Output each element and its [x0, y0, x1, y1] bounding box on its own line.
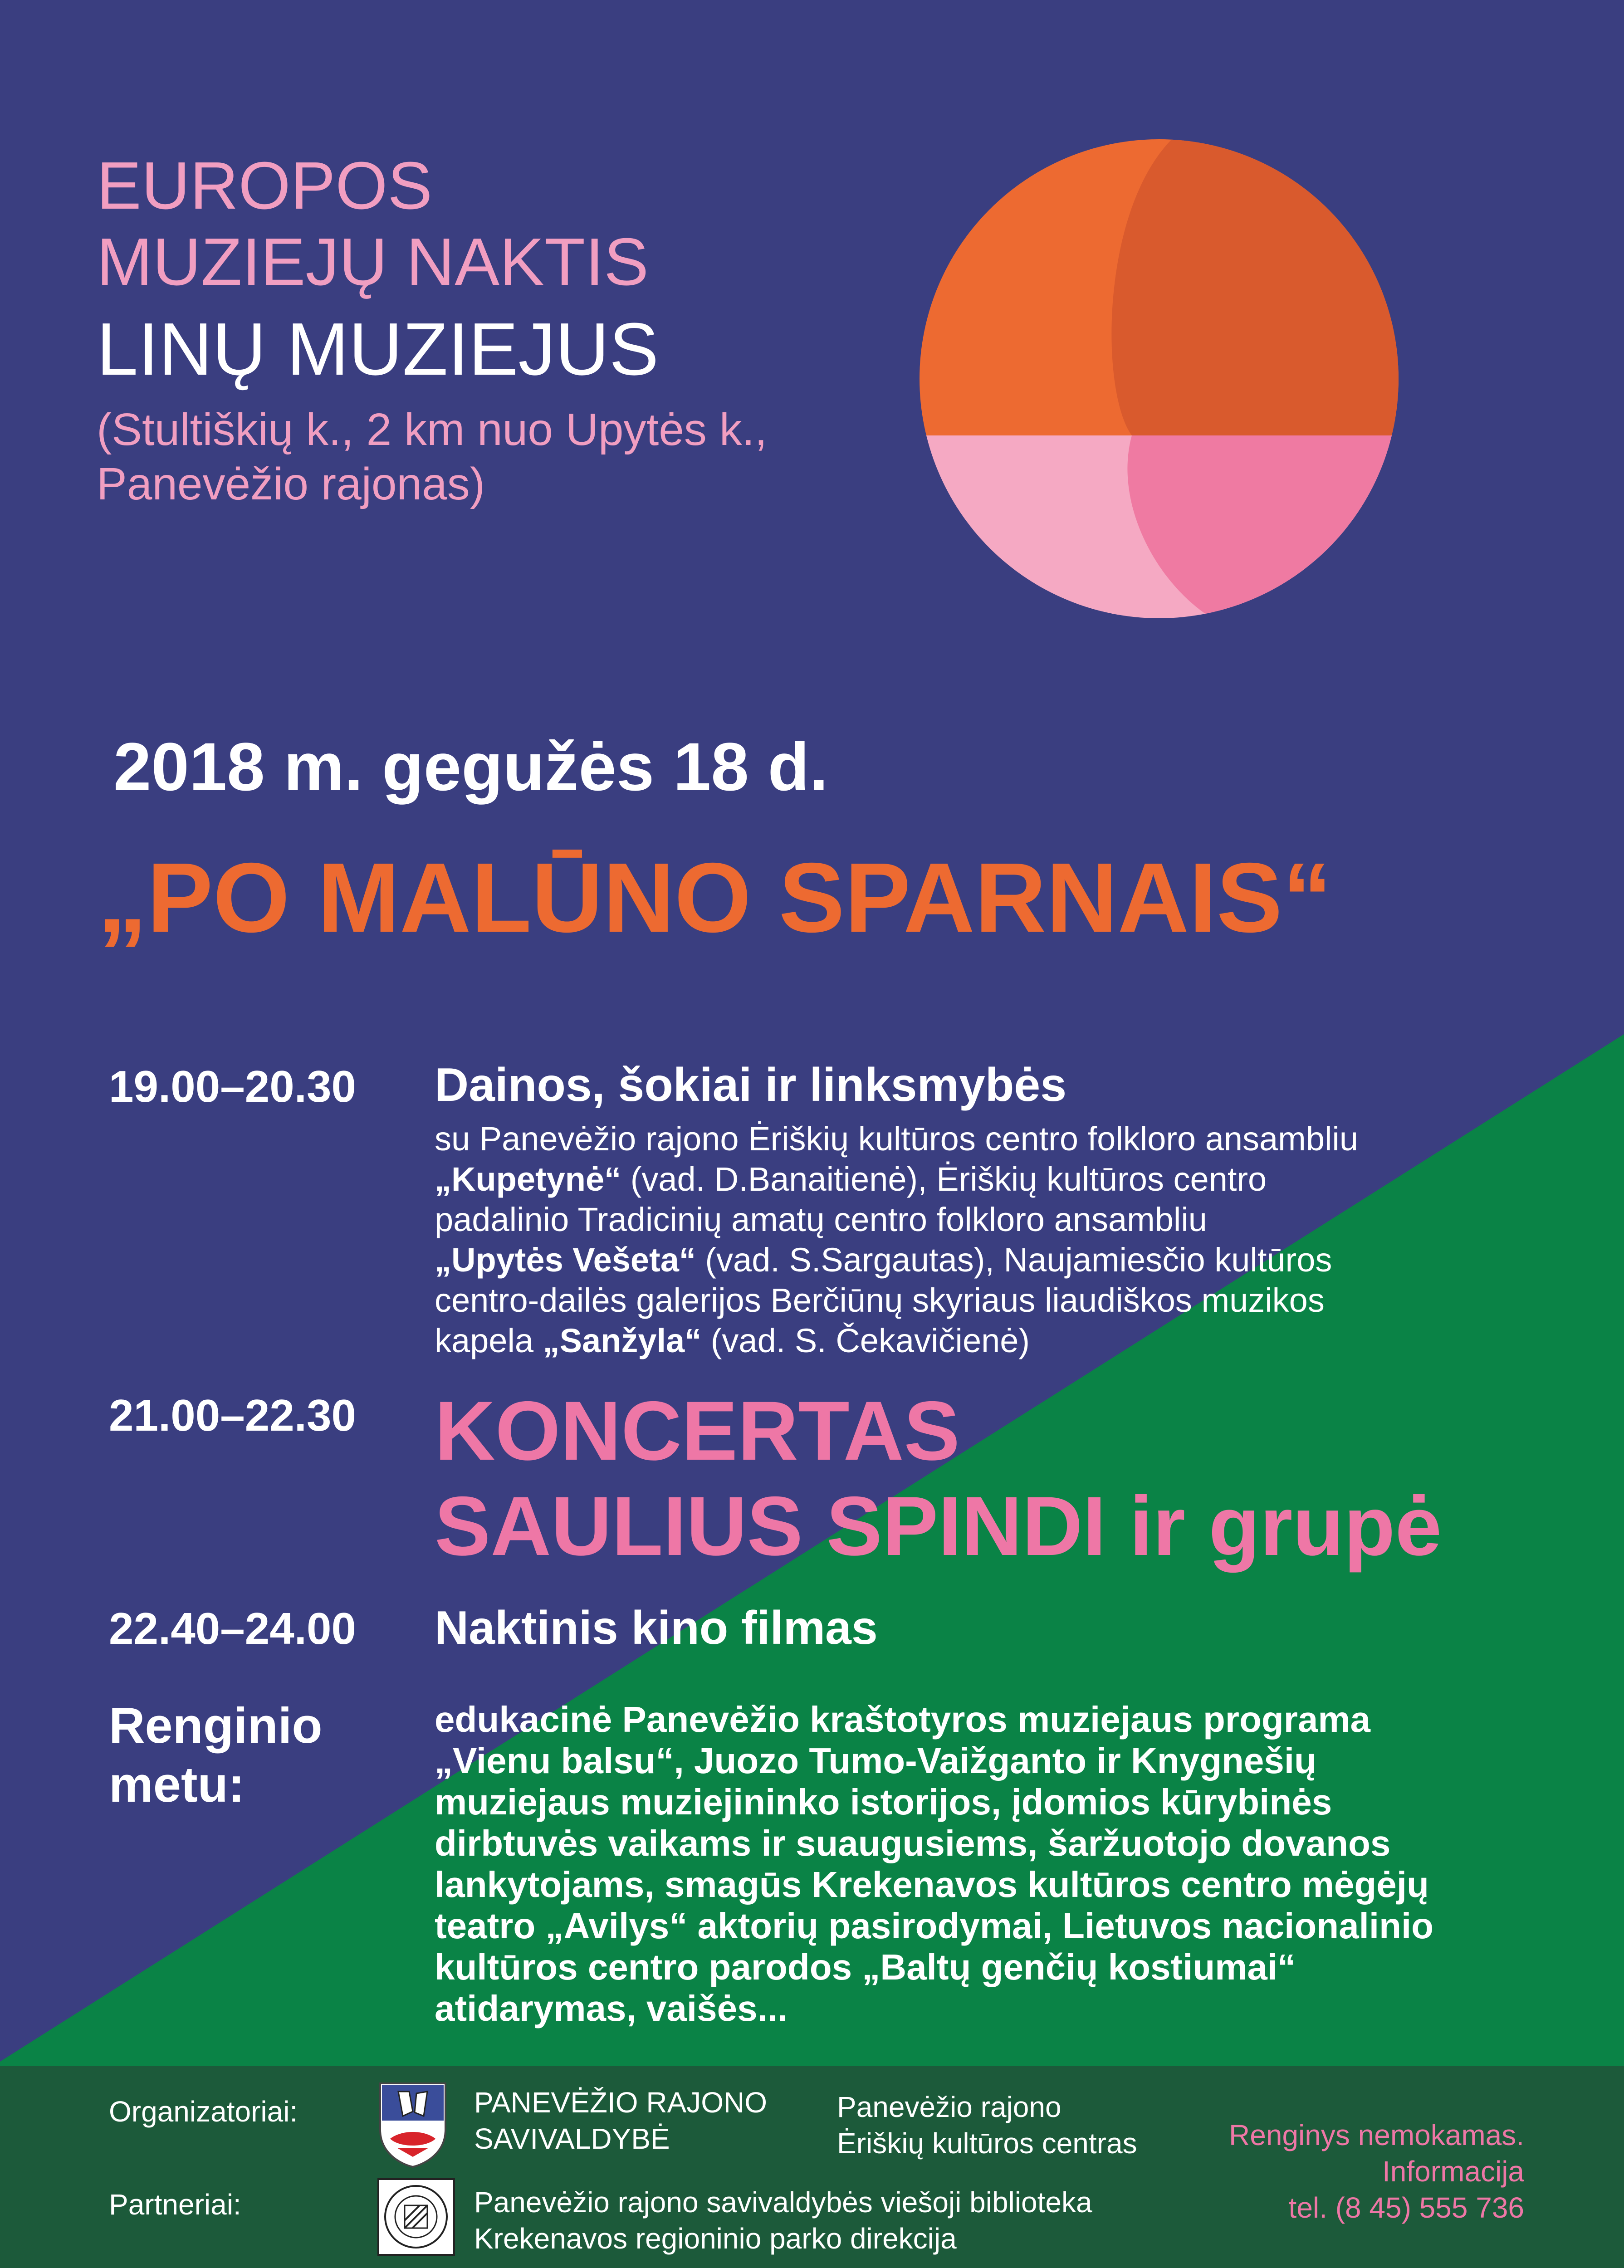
during-event-line: dirbtuvės vaikams ir suaugusiems, šaržuotojo dovanos: [435, 1823, 1391, 1863]
footer: [0, 2066, 1624, 2268]
museum-stamp-logo-icon: [377, 2177, 456, 2257]
during-event-line: lankytojams, smagūs Krekenavos kultūros centro mėgėjų: [435, 1864, 1429, 1905]
coat-of-arms-icon: [377, 2080, 449, 2168]
info-free-entry: Renginys nemokamas.: [1229, 2119, 1524, 2151]
event-date: 2018 m. gegužės 18 d.: [113, 728, 828, 805]
venue-name: LINŲ MUZIEJUS: [97, 308, 659, 391]
info-label: Informacija: [1382, 2155, 1524, 2188]
program-time-3: 22.40–24.00: [109, 1603, 356, 1653]
during-event-line: teatro „Avilys“ aktorių pasirodymai, Lietuvos nacionalinio: [435, 1906, 1434, 1946]
program-title-1: Dainos, šokiai ir linksmybės: [435, 1059, 1067, 1111]
during-event-line: muziejaus muziejininko istorijos, įdomios kūrybinės: [435, 1782, 1332, 1822]
info-phone: tel. (8 45) 555 736: [1288, 2191, 1524, 2224]
organizer1-line1: PANEVĖŽIO RAJONO: [474, 2086, 768, 2119]
program-time-1: 19.00–20.30: [109, 1061, 356, 1111]
during-event-label-line2: metu:: [109, 1757, 245, 1813]
event-title: „PO MALŪNO SPARNAIS“: [98, 843, 1332, 953]
ensemble-name: „Upytės Vešeta“: [435, 1241, 696, 1279]
partner-2: Krekenavos regioninio parko direkcija: [474, 2222, 957, 2255]
header-europos: EUROPOS: [97, 148, 433, 223]
program-desc-1-line4: „Upytės Vešeta“ (vad. S.Sargautas), Naujamiesčio kultūros: [435, 1241, 1332, 1279]
during-event-line: „Vienu balsu“, Juozo Tumo-Vaižganto ir Knygnešių: [435, 1740, 1316, 1781]
program-desc-1-line3: padalinio Tradicinių amatų centro folkloro ansambliu: [435, 1201, 1207, 1238]
program-title-3: Naktinis kino filmas: [435, 1602, 878, 1654]
organizer2-line1: Panevėžio rajono: [837, 2091, 1061, 2123]
during-event-label-line1: Renginio: [109, 1698, 323, 1754]
partner-1: Panevėžio rajono savivaldybės viešoji biblioteka: [474, 2186, 1092, 2219]
concert-title: KONCERTAS: [435, 1384, 960, 1478]
during-event-line: atidarymas, vaišės...: [435, 1988, 788, 2028]
organizer1-line2: SAVIVALDYBĖ: [474, 2122, 670, 2155]
sphere-graphic: [919, 138, 1399, 619]
ensemble-name: „Sanžyla“: [543, 1322, 702, 1359]
organizers-label: Organizatoriai:: [109, 2095, 298, 2128]
concert-performer: SAULIUS SPINDI ir grupė: [435, 1480, 1442, 1573]
during-event-line: edukacinė Panevėžio kraštotyros muziejaus programa: [435, 1699, 1371, 1740]
venue-address-line2: Panevėžio rajonas): [97, 459, 485, 509]
venue-address-line1: (Stultiškių k., 2 km nuo Upytės k.,: [97, 404, 768, 455]
program-desc-1-line6: kapela „Sanžyla“ (vad. S. Čekavičienė): [435, 1322, 1030, 1359]
header-museum-night: MUZIEJŲ NAKTIS: [97, 225, 649, 299]
organizer2-line2: Ėriškių kultūros centras: [837, 2127, 1137, 2160]
program-desc-1-line2: „Kupetynė“ (vad. D.Banaitienė), Ėriškių kultūros centro: [435, 1160, 1267, 1198]
program-desc-1-line1: su Panevėžio rajono Ėriškių kultūros centro folkloro ansambliu: [435, 1120, 1359, 1158]
partners-label: Partneriai:: [109, 2188, 241, 2221]
during-event-line: kultūros centro parodos „Baltų genčių kostiumai“: [435, 1947, 1296, 1987]
ensemble-name: „Kupetynė“: [435, 1160, 621, 1198]
program-desc-1-line5: centro-dailės galerijos Berčiūnų skyriaus liaudiškos muzikos: [435, 1281, 1325, 1319]
program-time-2: 21.00–22.30: [109, 1390, 356, 1440]
